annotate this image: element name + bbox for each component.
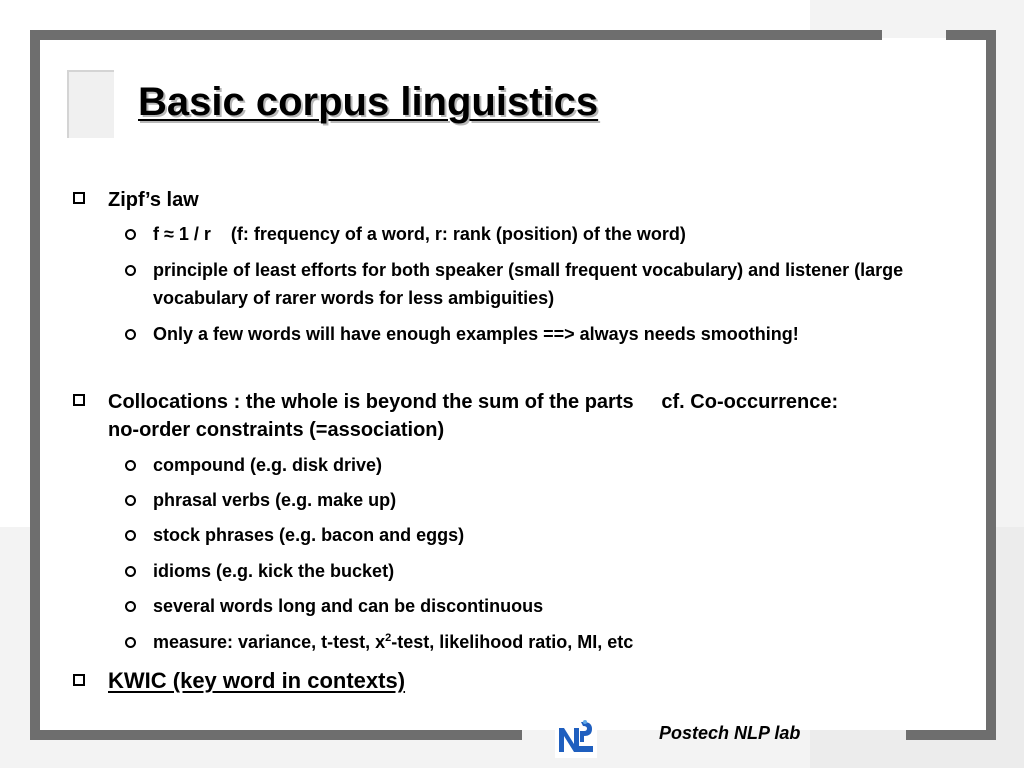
list-item-zipfs-law xyxy=(108,186,868,214)
sub-item-label: f ≈ 1 / r (f: frequency of a word, r: rank (position) of the word) xyxy=(153,224,686,244)
sub-item-compound xyxy=(153,451,963,479)
circle-bullet-icon xyxy=(125,265,136,276)
sub-item-least-effort xyxy=(153,256,963,312)
square-bullet-icon xyxy=(73,394,85,406)
list-item-collocations xyxy=(108,388,878,444)
postech-nlp-logo-icon xyxy=(555,716,597,758)
sub-item-smoothing xyxy=(153,320,853,348)
list-item-label: Collocations : the whole is beyond the sum of the parts cf. Co-occurrence: no-order constraints (=association) xyxy=(108,391,850,441)
sub-item-label: compound (e.g. disk drive) xyxy=(153,455,383,475)
sub-item-zipf-formula xyxy=(153,220,963,248)
circle-bullet-icon xyxy=(125,601,136,612)
circle-bullet-icon xyxy=(125,566,136,577)
sub-item-discontinuous xyxy=(153,592,963,620)
list-item-label: KWIC (key word in contexts) xyxy=(108,668,406,693)
circle-bullet-icon xyxy=(125,530,136,541)
sub-item-phrasal-verbs xyxy=(153,486,963,514)
slide-title: Basic corpus linguistics xyxy=(138,80,599,124)
sub-item-label: idioms (e.g. kick the bucket) xyxy=(153,561,395,581)
sub-item-stock-phrases xyxy=(153,521,963,549)
list-item-kwic xyxy=(108,667,868,695)
list-item-label: Zipf’s law xyxy=(108,189,199,211)
sub-item-label-pre: measure: variance, t-test, x xyxy=(153,632,386,652)
sub-item-label: principle of least efforts for both speaker (small frequent vocabulary) and listener (large vocabulary of rarer words for less ambiguities) xyxy=(153,260,904,308)
circle-bullet-icon xyxy=(125,329,136,340)
square-bullet-icon xyxy=(73,192,85,204)
sub-item-label-post: -test, likelihood ratio, MI, etc xyxy=(391,632,634,652)
circle-bullet-icon xyxy=(125,637,136,648)
sub-item-label: phrasal verbs (e.g. make up) xyxy=(153,490,397,510)
sub-item-label: several words long and can be discontinuous xyxy=(153,596,544,616)
square-bullet-icon xyxy=(73,674,85,686)
footer-lab-name: Postech NLP lab xyxy=(659,723,801,743)
superscript-two: 2 xyxy=(385,632,392,644)
sub-item-label: Only a few words will have enough examples ==> always needs smoothing! xyxy=(153,324,799,344)
sub-item-measure xyxy=(153,628,963,656)
circle-bullet-icon xyxy=(125,460,136,471)
circle-bullet-icon xyxy=(125,229,136,240)
sub-item-idioms xyxy=(153,557,963,585)
circle-bullet-icon xyxy=(125,495,136,506)
sub-item-label: stock phrases (e.g. bacon and eggs) xyxy=(153,525,465,545)
